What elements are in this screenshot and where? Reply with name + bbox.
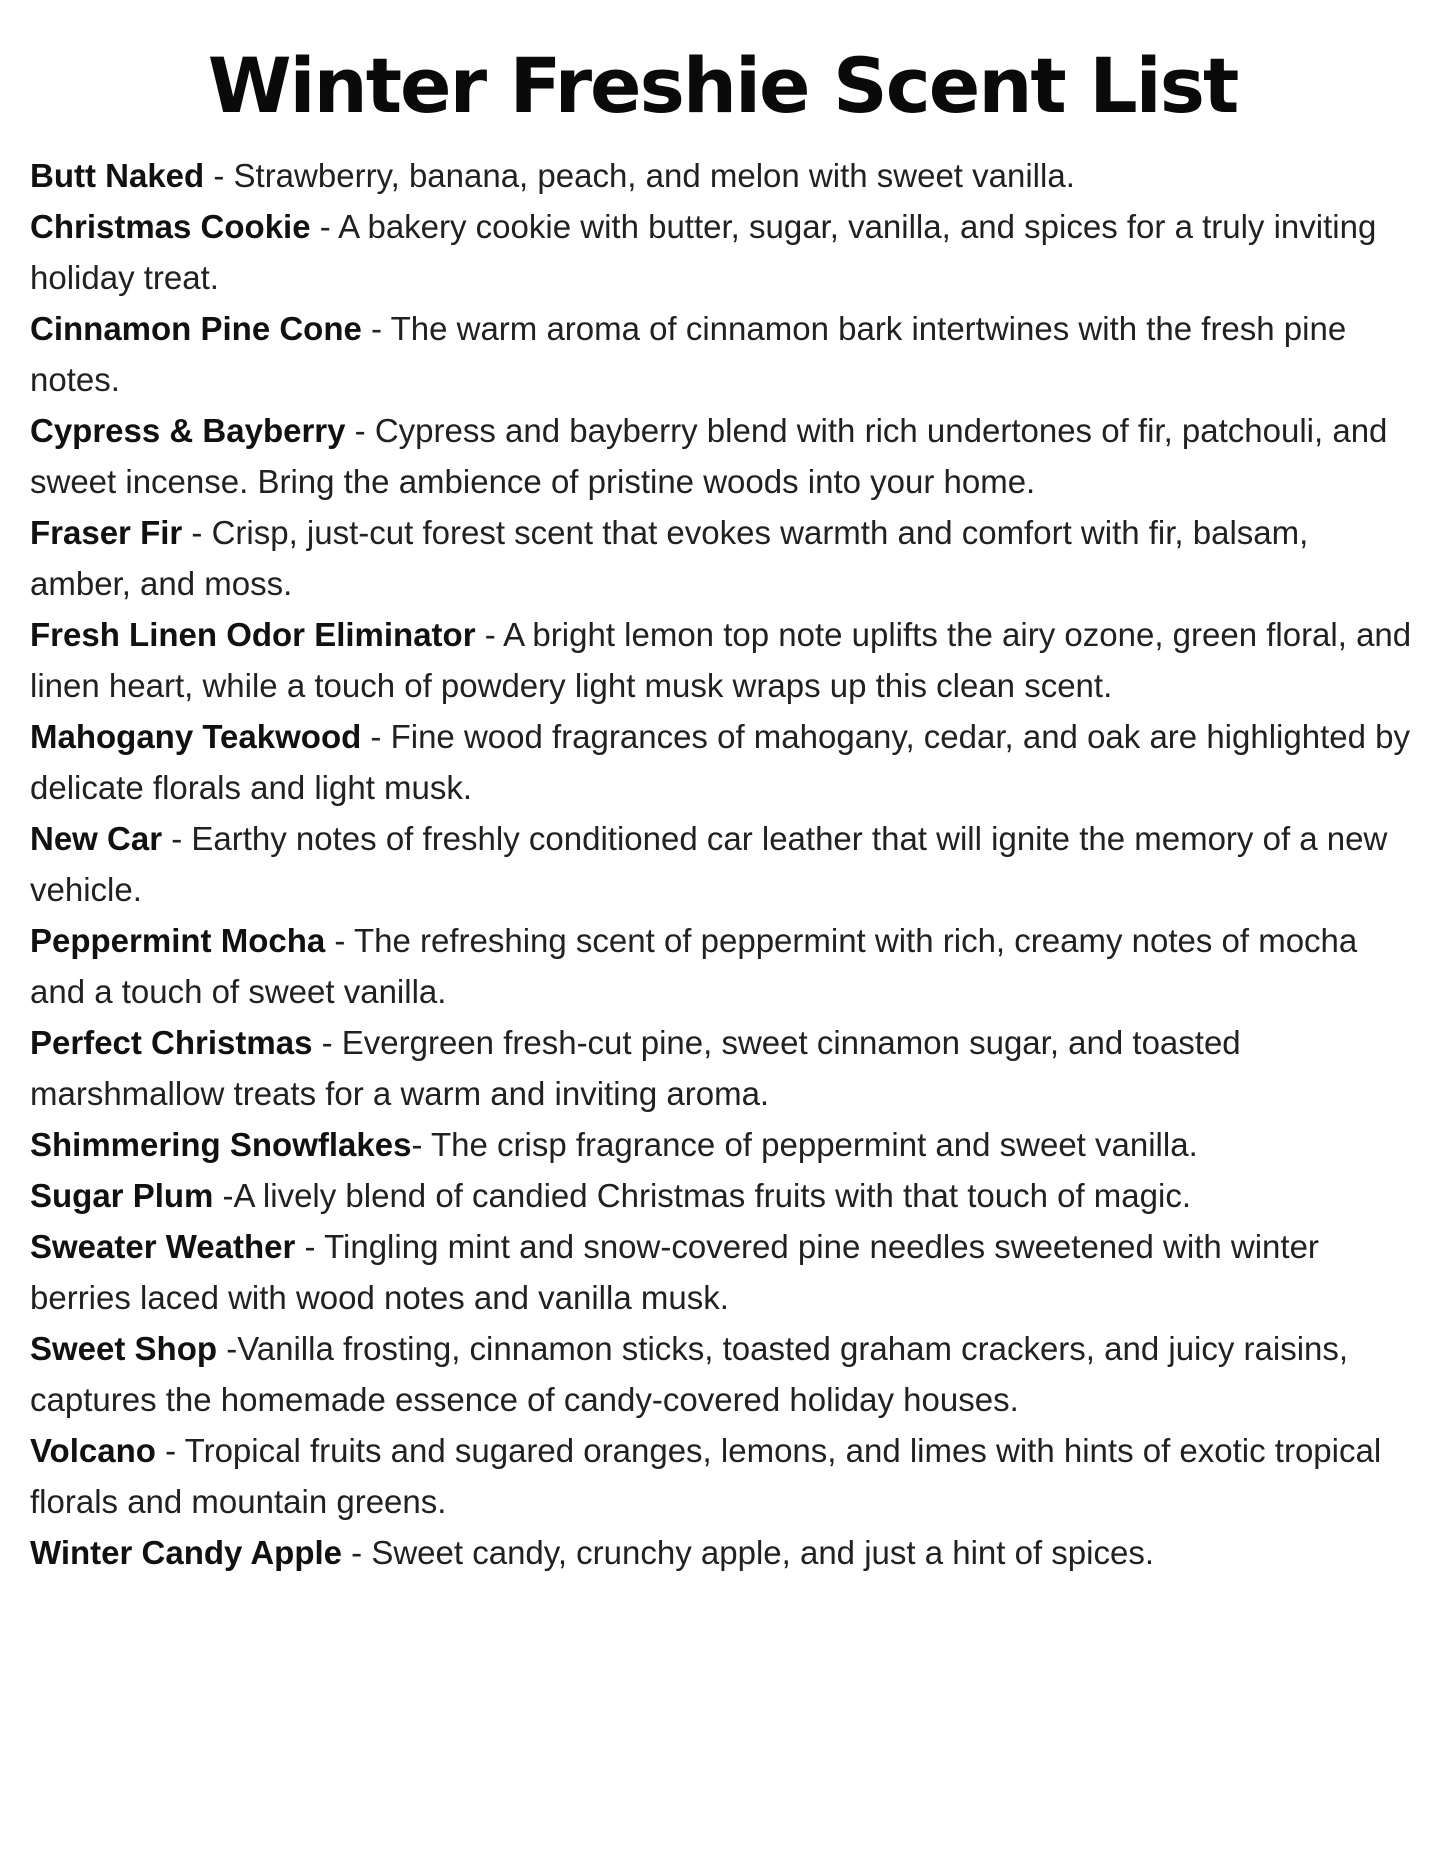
scent-description: The crisp fragrance of peppermint and sweet vanilla.: [431, 1125, 1198, 1163]
scent-name: Sweet Shop: [30, 1329, 218, 1367]
page-title: Winter Freshie Scent List: [207, 41, 1238, 130]
scent-separator: -: [182, 513, 212, 551]
scent-description: Fine wood fragrances of mahogany, cedar, and oak are highlighted by delicate florals and light musk.: [30, 717, 1420, 806]
scent-separator: -: [295, 1227, 325, 1265]
scent-item: [30, 915, 1415, 1017]
scent-name: Peppermint Mocha: [30, 921, 326, 959]
scent-list: [30, 150, 1421, 1578]
scent-separator: -: [162, 819, 192, 857]
scent-separator: -: [361, 309, 391, 347]
scent-item: [30, 303, 1415, 405]
scent-name: Shimmering Snowflakes: [30, 1125, 412, 1163]
scent-separator: -: [213, 1176, 234, 1214]
scent-name: Butt Naked: [30, 156, 205, 194]
scent-name: Sugar Plum: [30, 1176, 214, 1214]
scent-name: Winter Candy Apple: [30, 1533, 343, 1571]
scent-separator: -: [345, 411, 375, 449]
scent-name: Christmas Cookie: [30, 207, 311, 245]
scent-description: The warm aroma of cinnamon bark intertwines with the fresh pine notes.: [30, 309, 1356, 398]
scent-item: [30, 1221, 1415, 1323]
scent-item: [30, 1527, 1415, 1578]
scent-name: Fresh Linen Odor Eliminator: [30, 615, 476, 653]
scent-name: New Car: [30, 819, 163, 857]
scent-item: [30, 1425, 1415, 1527]
scent-separator: -: [361, 717, 391, 755]
scent-item: [30, 813, 1415, 915]
scent-separator: -: [155, 1431, 185, 1469]
scent-name: Sweater Weather: [30, 1227, 296, 1265]
scent-separator: -: [204, 156, 234, 194]
scent-separator: -: [342, 1533, 372, 1571]
scent-description: Sweet candy, crunchy apple, and just a hint of spices.: [371, 1533, 1155, 1571]
scent-separator: -: [411, 1125, 431, 1163]
scent-description: Strawberry, banana, peach, and melon with sweet vanilla.: [233, 156, 1075, 194]
scent-item: [30, 405, 1415, 507]
scent-description: Earthy notes of freshly conditioned car leather that will ignite the memory of a new vehicle.: [30, 819, 1397, 908]
scent-item: [30, 609, 1421, 711]
scent-name: Fraser Fir: [30, 513, 183, 551]
scent-description: Cypress and bayberry blend with rich undertones of fir, patchouli, and sweet incense. Bring the ambience of pristine woods into your home.: [30, 411, 1397, 500]
scent-description: Evergreen fresh-cut pine, sweet cinnamon sugar, and toasted marshmallow treats for a warm and inviting aroma.: [30, 1023, 1250, 1112]
scent-item: [30, 507, 1415, 609]
scent-name: Cinnamon Pine Cone: [30, 309, 362, 347]
scent-item: [30, 1119, 1415, 1170]
scent-description: Tingling mint and snow-covered pine needles sweetened with winter berries laced with wood notes and vanilla musk.: [30, 1227, 1329, 1316]
scent-name: Cypress & Bayberry: [30, 411, 346, 449]
scent-separator: -: [312, 1023, 342, 1061]
scent-description: A lively blend of candied Christmas fruits with that touch of magic.: [233, 1176, 1191, 1214]
scent-item: [30, 1323, 1415, 1425]
scent-separator: -: [310, 207, 339, 245]
scent-item: [30, 1017, 1415, 1119]
scent-item: [30, 1170, 1415, 1221]
scent-name: Volcano: [30, 1431, 156, 1469]
scent-description: Crisp, just-cut forest scent that evokes warmth and comfort with fir, balsam, amber, and moss.: [30, 513, 1318, 602]
scent-item: [30, 711, 1420, 813]
scent-item: [30, 201, 1415, 303]
scent-item: [30, 150, 1415, 201]
scent-separator: -: [325, 921, 354, 959]
scent-separator: -: [475, 615, 504, 653]
scent-name: Perfect Christmas: [30, 1023, 313, 1061]
scent-separator: -: [217, 1329, 238, 1367]
scent-description: A bakery cookie with butter, sugar, vanilla, and spices for a truly inviting holiday treat.: [30, 207, 1386, 296]
scent-description: A bright lemon top note uplifts the airy ozone, green floral, and linen heart, while a touch of powdery light musk wraps up this clean scent.: [30, 615, 1421, 704]
scent-description: Vanilla frosting, cinnamon sticks, toasted graham crackers, and juicy raisins, captures the homemade essence of candy-covered holiday houses.: [30, 1329, 1358, 1418]
scent-name: Mahogany Teakwood: [30, 717, 362, 755]
scent-description: Tropical fruits and sugared oranges, lemons, and limes with hints of exotic tropical florals and mountain greens.: [30, 1431, 1391, 1520]
scent-description: The refreshing scent of peppermint with rich, creamy notes of mocha and a touch of sweet vanilla.: [30, 921, 1367, 1010]
